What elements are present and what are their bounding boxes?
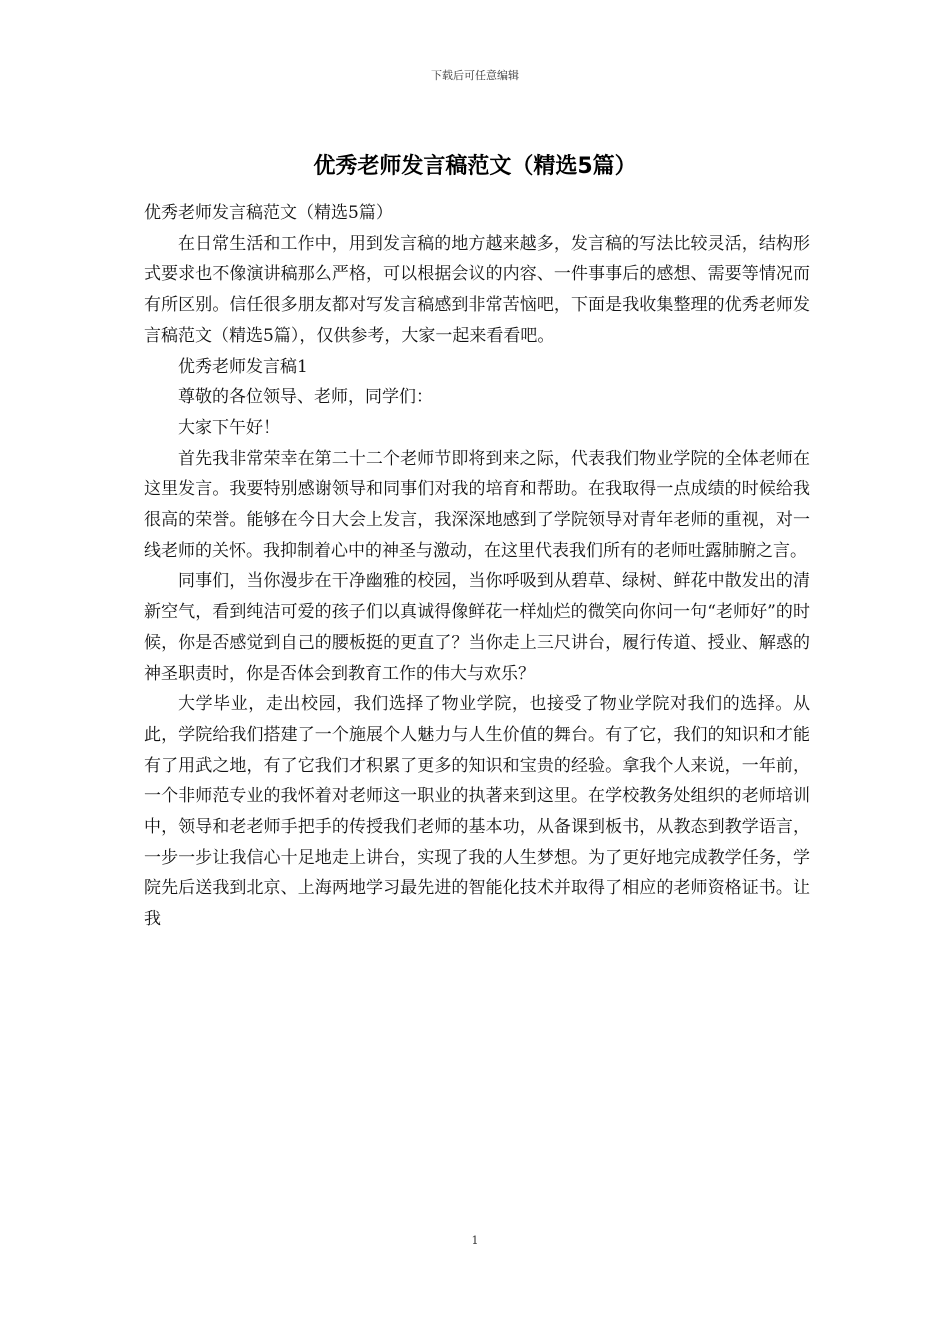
paragraph: 大学毕业，走出校园，我们选择了物业学院，也接受了物业学院对我们的选择。从此，学院给我们搭建了一个施展个人魅力与人生价值的舞台。有了它，我们的知识和才能有了用武之地，有了它我们才积累了更多的知识和宝贵的经验。拿我个人来说，一年前，一个非师范专业的我怀着对老师这一职业的执著来到这里。在学校教务处组织的老师培训中，领导和老老师手把手的传授我们老师的基本功，从备课到板书，从教态到教学语言，一步一步让我信心十足地走上讲台，实现了我的人生梦想。为了更好地完成教学任务，学院先后送我到北京、上海两地学习最先进的智能化技术并取得了相应的老师资格证书。让我 [144,694,810,930]
paragraph: 首先我非常荣幸在第二十二个老师节即将到来之际，代表我们物业学院的全体老师在这里发言。我要特别感谢领导和同事们对我的培育和帮助。在我取得一点成绩的时候给我很高的荣誉。能够在今日大会上发言，我深深地感到了学院领导对青年老师的重视，对一线老师的关怀。我抑制着心中的神圣与激动，在这里代表我们所有的老师吐露肺腑之言。 [144,448,810,561]
page-number: 1 [471,1234,479,1247]
greeting: 大家下午好！ [178,417,280,438]
salutation: 尊敬的各位领导、老师，同学们： [178,387,433,408]
page-header-note: 下载后可任意编辑 [431,69,519,82]
document-title: 优秀老师发言稿范文（精选5篇） [313,154,637,179]
paragraph-intro: 在日常生活和工作中，用到发言稿的地方越来越多，发言稿的写法比较灵活，结构形式要求也不像演讲稿那么严格，可以根据会议的内容、一件事事后的感想、需要等情况而有所区别。信任很多朋友都对写发言稿感到非常苦恼吧，下面是我收集整理的优秀老师发言稿范文（精选5篇），仅供参考，大家一起来看看吧。 [144,233,810,346]
document-subtitle: 优秀老师发言稿范文（精选5篇） [144,203,393,223]
document-body [144,198,810,935]
section-heading: 优秀老师发言稿1 [178,356,308,377]
paragraph: 同事们，当你漫步在干净幽雅的校园，当你呼吸到从碧草、绿树、鲜花中散发出的清新空气，看到纯洁可爱的孩子们以真诚得像鲜花一样灿烂的微笑向你问一句“老师好”的时候，你是否感觉到自己的腰板挺的更直了？当你走上三尺讲台，履行传道、授业、解惑的神圣职责时，你是否体会到教育工作的伟大与欢乐？ [144,571,810,684]
